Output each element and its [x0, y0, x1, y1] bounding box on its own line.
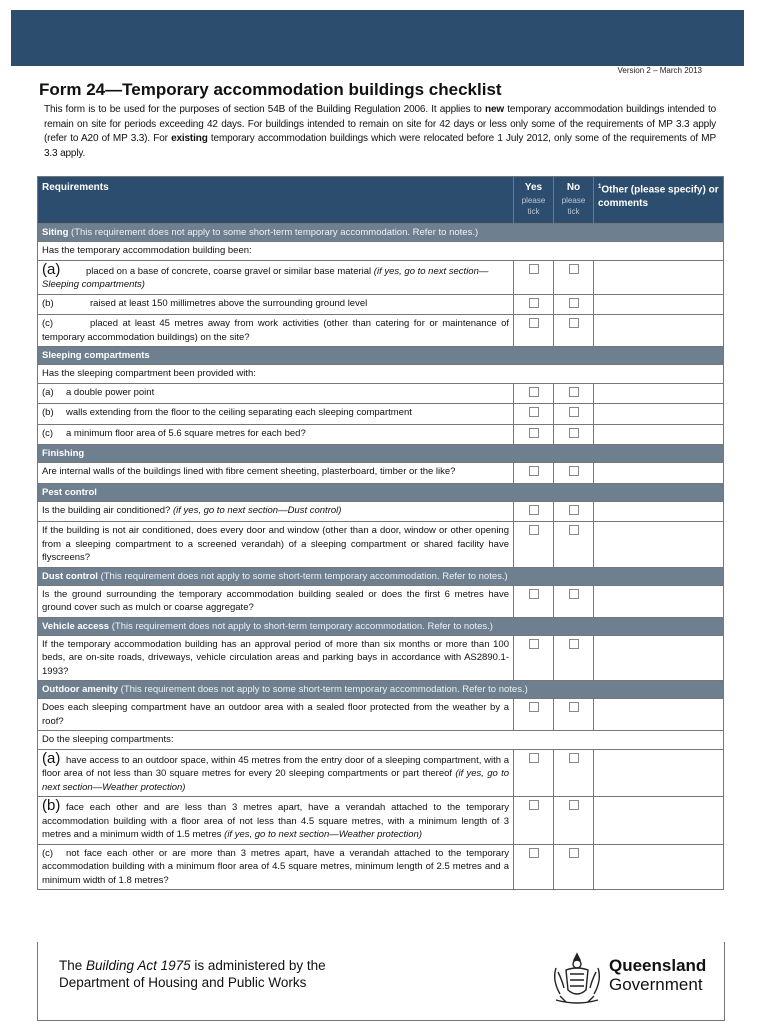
- no-checkbox[interactable]: [569, 589, 579, 599]
- yes-checkbox[interactable]: [529, 407, 539, 417]
- table-row: Has the temporary accommodation building been:: [38, 242, 724, 261]
- table-row: (a) a double power point: [38, 383, 724, 404]
- yes-checkbox[interactable]: [529, 466, 539, 476]
- comments-cell[interactable]: [594, 749, 724, 797]
- section-siting: Siting (This requirement does not apply to some short-term temporary accommodation. Refer to notes.): [38, 224, 724, 242]
- comments-cell[interactable]: [594, 699, 724, 731]
- footer-text: The Building Act 1975 is administered by the Department of Housing and Public Works: [59, 958, 326, 990]
- table-row: Do the sleeping compartments:: [38, 731, 724, 750]
- table-row: (b) raised at least 150 millimetres above the surrounding ground level: [38, 294, 724, 315]
- yes-checkbox[interactable]: [529, 387, 539, 397]
- comments-cell[interactable]: [594, 260, 724, 294]
- no-checkbox[interactable]: [569, 505, 579, 515]
- table-row: (c) a minimum floor area of 5.6 square metres for each bed?: [38, 424, 724, 445]
- yes-checkbox[interactable]: [529, 525, 539, 535]
- comments-cell[interactable]: [594, 294, 724, 315]
- no-checkbox[interactable]: [569, 525, 579, 535]
- no-checkbox[interactable]: [569, 639, 579, 649]
- no-checkbox[interactable]: [569, 848, 579, 858]
- no-header: No please tick: [554, 177, 594, 224]
- section-pest-control: Pest control: [38, 483, 724, 501]
- table-row: Is the ground surrounding the temporary accommodation building sealed or does the first 6 metres have ground cover such as mulch or coarse aggregate?: [38, 585, 724, 617]
- page-title: Form 24—Temporary accommodation buildings checklist: [39, 80, 502, 99]
- table-row: (a) have access to an outdoor space, within 45 metres from the entry door of a sleeping compartment, with a floor area of not less than 30 square metres for every 20 sleeping compartments or part thereof (if yes, go to next section—Weather protection): [38, 749, 724, 797]
- comments-cell[interactable]: [594, 404, 724, 425]
- queensland-crest-icon: [548, 950, 606, 1008]
- comments-cell[interactable]: [594, 844, 724, 890]
- footer: [37, 942, 725, 1021]
- table-row: (b) walls extending from the floor to the ceiling separating each sleeping compartment: [38, 404, 724, 425]
- table-row: Has the sleeping compartment been provided with:: [38, 365, 724, 384]
- comments-cell[interactable]: [594, 463, 724, 484]
- no-checkbox[interactable]: [569, 387, 579, 397]
- version-label: Version 2 – March 2013: [617, 66, 702, 75]
- requirements-header: Requirements: [38, 177, 514, 224]
- table-row: Are internal walls of the buildings lined with fibre cement sheeting, plasterboard, timber or the like?: [38, 463, 724, 484]
- section-dust-control: Dust control (This requirement does not apply to some short-term temporary accommodation. Refer to notes.): [38, 567, 724, 585]
- other-header: $^1$Other (please specify) or comments: [594, 177, 724, 224]
- no-checkbox[interactable]: [569, 753, 579, 763]
- comments-cell[interactable]: [594, 522, 724, 568]
- no-checkbox[interactable]: [569, 466, 579, 476]
- no-checkbox[interactable]: [569, 318, 579, 328]
- table-row: If the temporary accommodation building has an approval period of more than six months or more than 100 beds, are on-site roads, driveways, vehicle circulation areas and parking bays in accordance with AS2890.1-1993?: [38, 635, 724, 681]
- comments-cell[interactable]: [594, 424, 724, 445]
- yes-checkbox[interactable]: [529, 753, 539, 763]
- comments-cell[interactable]: [594, 797, 724, 845]
- table-row: Is the building air conditioned? (if yes, go to next section—Dust control): [38, 501, 724, 522]
- yes-checkbox[interactable]: [529, 428, 539, 438]
- yes-checkbox[interactable]: [529, 702, 539, 712]
- yes-checkbox[interactable]: [529, 589, 539, 599]
- no-checkbox[interactable]: [569, 298, 579, 308]
- section-vehicle-access: Vehicle access (This requirement does not apply to short-term temporary accommodation. Refer to notes.): [38, 617, 724, 635]
- section-outdoor-amenity: Outdoor amenity (This requirement does not apply to some short-term temporary accommodation. Refer to notes.): [38, 681, 724, 699]
- no-checkbox[interactable]: [569, 702, 579, 712]
- comments-cell[interactable]: [594, 315, 724, 347]
- no-checkbox[interactable]: [569, 407, 579, 417]
- table-row: (c) placed at least 45 metres away from work activities (other than catering for or maintenance of temporary accommodation buildings) on the site?: [38, 315, 724, 347]
- yes-checkbox[interactable]: [529, 639, 539, 649]
- yes-checkbox[interactable]: [529, 264, 539, 274]
- no-checkbox[interactable]: [569, 800, 579, 810]
- intro-paragraph: This form is to be used for the purposes of section 54B of the Building Regulation 2006. It applies to new temporary accommodation buildings intended to remain on site for periods exceeding 42 days. For buildings intended to remain on site for 42 days or less only some of the requirements of MP 3.3 apply (refer to A20 of MP 3.3). For existing temporary accommodation buildings which were relocated before 1 July 2012, only some of the requirements of MP 3.3 apply.: [44, 104, 716, 159]
- comments-cell[interactable]: [594, 635, 724, 681]
- table-row: If the building is not air conditioned, does every door and window (other than a door, window or other opening from a sleeping compartment to a screened verandah) of a sleeping compartment or shared facility have flyscreens?: [38, 522, 724, 568]
- top-banner: [11, 10, 744, 66]
- table-row: Does each sleeping compartment have an outdoor area with a sealed floor protected from the weather by a roof?: [38, 699, 724, 731]
- logo-queensland: Queensland: [609, 956, 707, 975]
- table-row: (b) face each other and are less than 3 metres apart, have a verandah attached to the temporary accommodation building with a floor area of not less than 4.5 square metres, with a minimum length of 3 metres and a minimum width of 1.5 metres (if yes, go to next section—Weather protection): [38, 797, 724, 845]
- yes-checkbox[interactable]: [529, 848, 539, 858]
- yes-checkbox[interactable]: [529, 800, 539, 810]
- yes-header: Yes please tick: [514, 177, 554, 224]
- comments-cell[interactable]: [594, 383, 724, 404]
- yes-checkbox[interactable]: [529, 505, 539, 515]
- logo-government: Government: [609, 975, 703, 994]
- no-checkbox[interactable]: [569, 428, 579, 438]
- no-checkbox[interactable]: [569, 264, 579, 274]
- section-finishing: Finishing: [38, 445, 724, 463]
- yes-checkbox[interactable]: [529, 318, 539, 328]
- yes-checkbox[interactable]: [529, 298, 539, 308]
- table-row: (c) not face each other or are more than 3 metres apart, have a verandah attached to the temporary accommodation building with a minimum floor area of 4.5 square metres, minimum length of 2.5 metres and a minimum width of 1.8 metres?: [38, 844, 724, 890]
- table-row: (a) placed on a base of concrete, coarse gravel or similar base material (if yes, go to next section—Sleeping compartments): [38, 260, 724, 294]
- checklist-table: [37, 176, 724, 890]
- section-sleeping-compartments: Sleeping compartments: [38, 347, 724, 365]
- table-header-row: [38, 177, 724, 224]
- comments-cell[interactable]: [594, 585, 724, 617]
- comments-cell[interactable]: [594, 501, 724, 522]
